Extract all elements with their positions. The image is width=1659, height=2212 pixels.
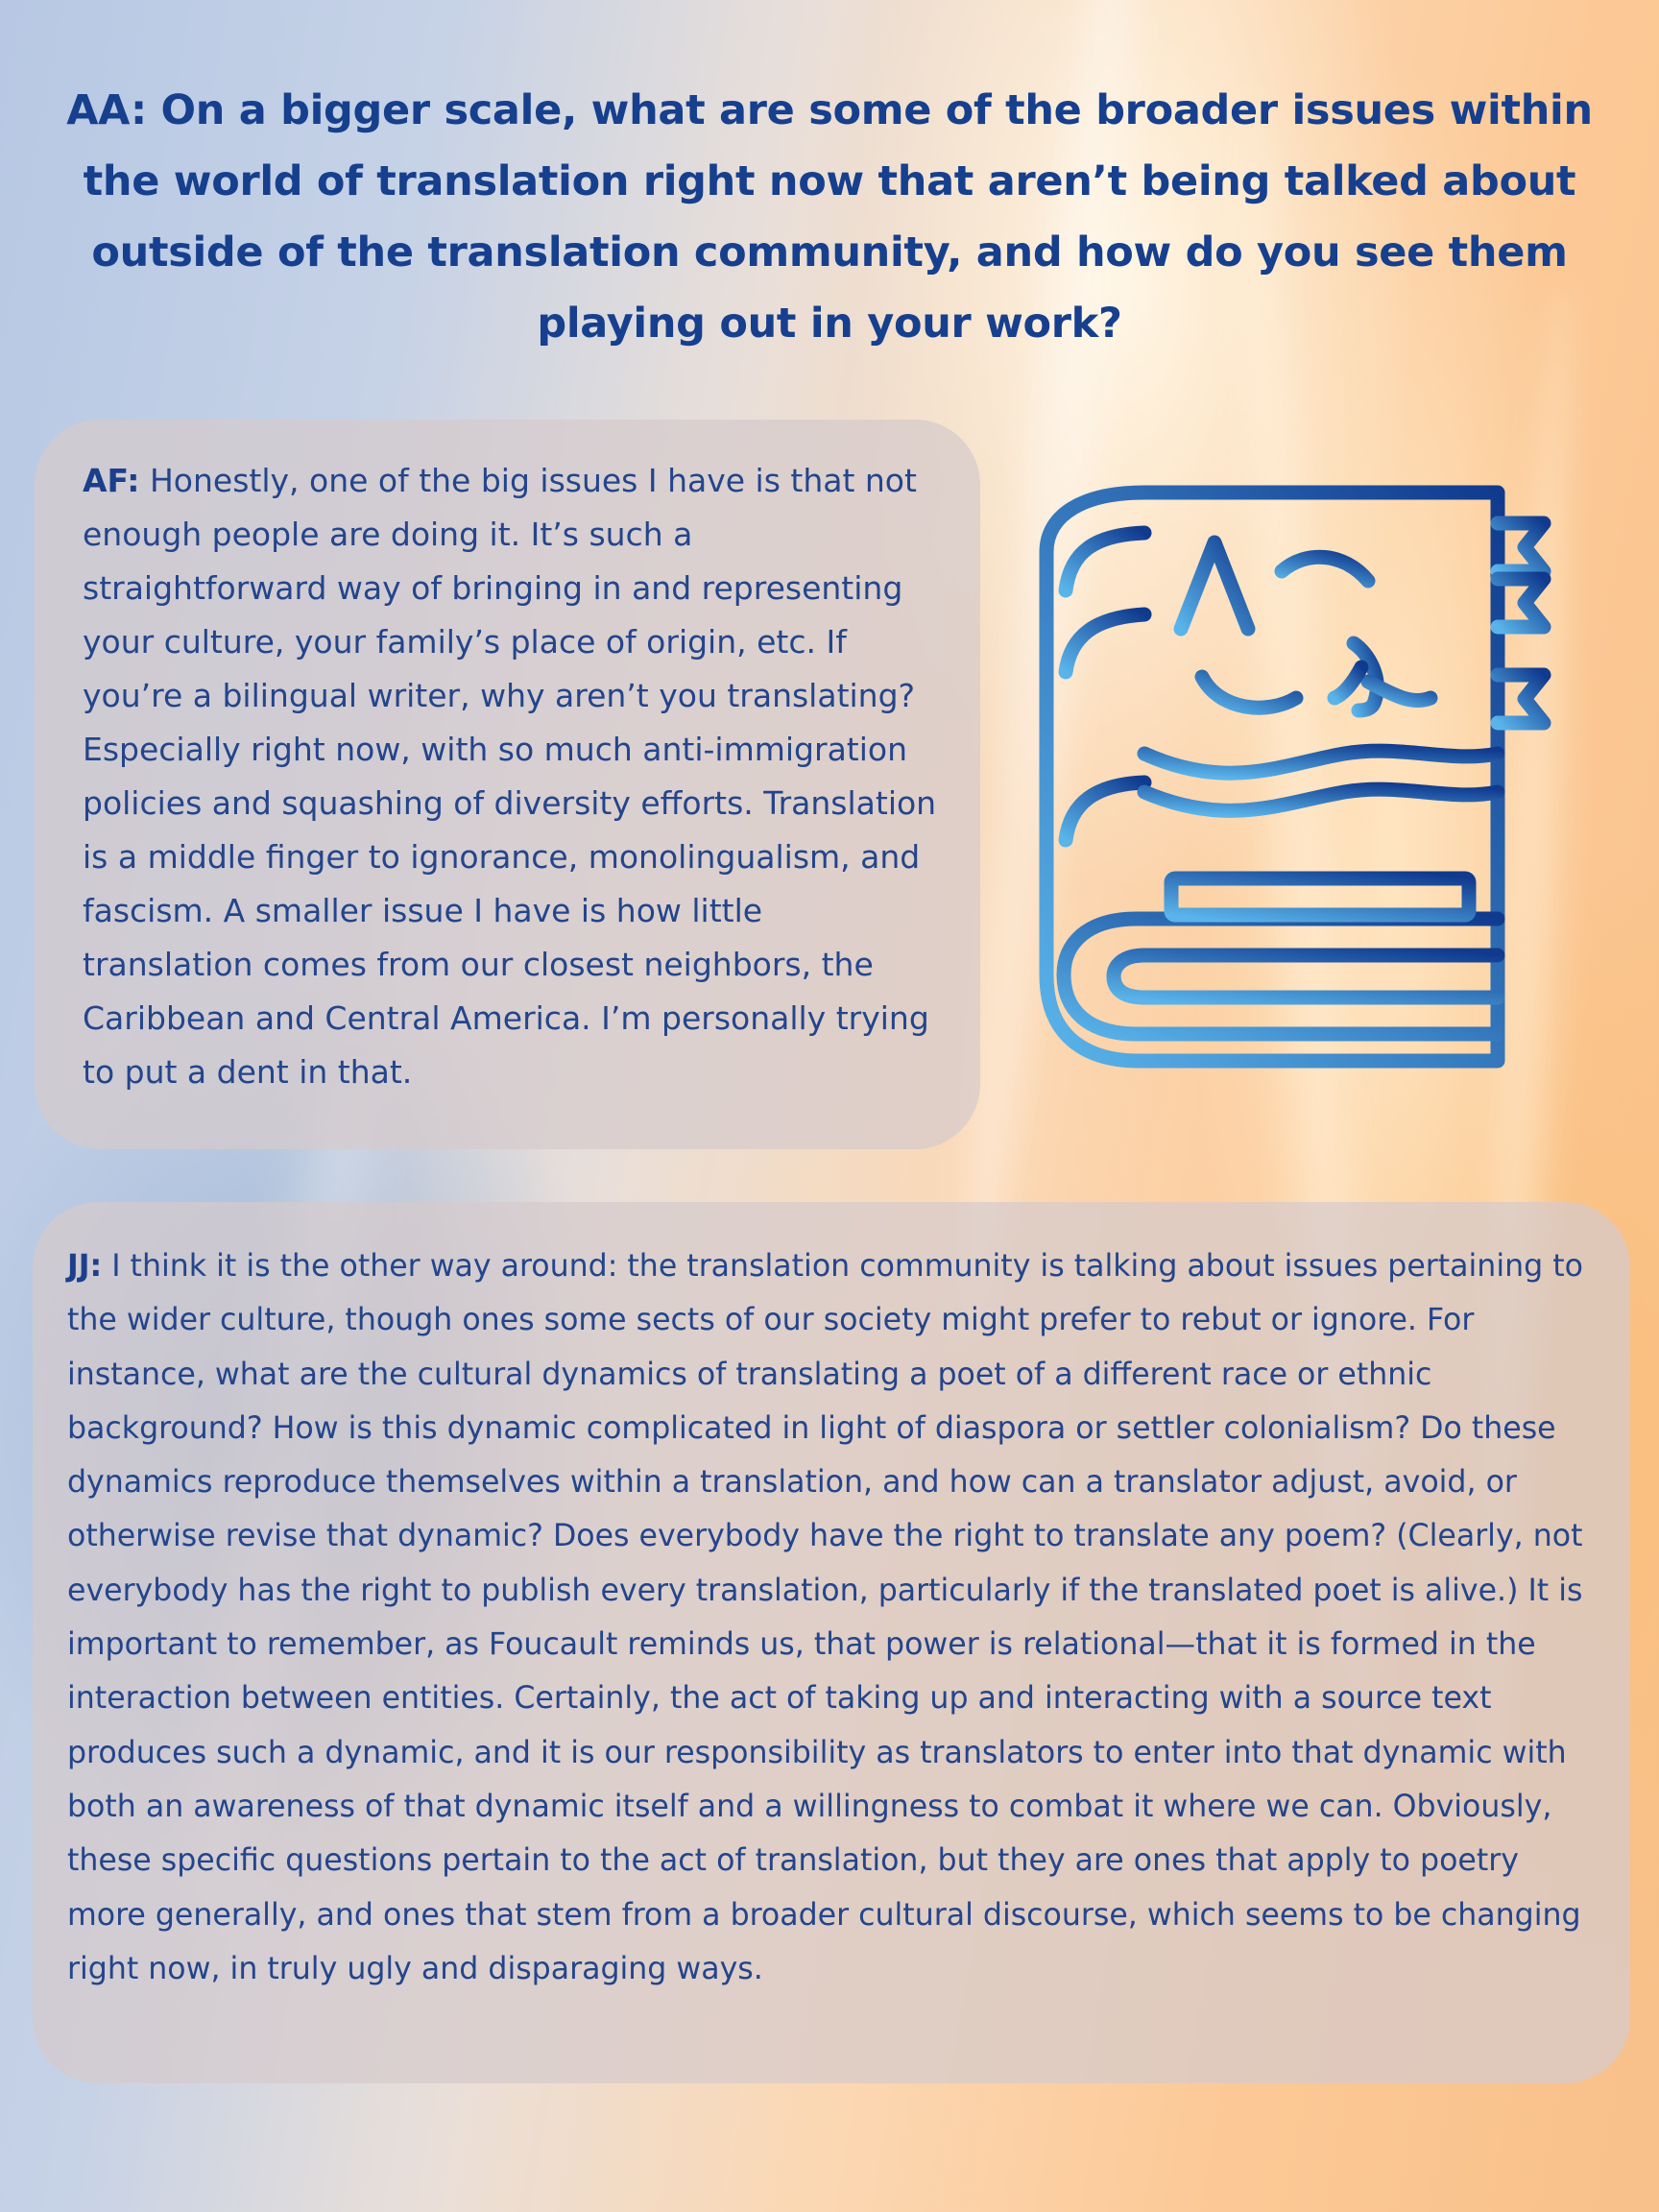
answer-jj-box <box>33 1202 1630 2083</box>
answer-af-text: Honestly, one of the big issues I have is that not enough people are doing it. It’s such a straightforward way of bringing in and representing your culture, your family’s place of origin, etc. If you’re a bilingual writer, why aren’t you translating? Especially right now, with so much anti-immigration policies and squashing of diversity efforts. Translation is a middle finger to ignorance, monolingualism, and fascism. A smaller issue I have is how little translation comes from our closest neighbors, the Caribbean and Central America. I’m personally trying to put a dent in that. <box>83 462 937 1091</box>
answer-jj-paragraph <box>67 1239 1601 1996</box>
answer-af-box <box>35 420 980 1149</box>
question-heading: AA: On a bigger scale, what are some of the broader issues within the world of translation right now that aren’t being talked about outside of the translation community, and how do you see them playing out in your work? <box>66 86 1593 348</box>
answer-jj-text: I think it is the other way around: the translation community is talking about issues pertaining to the wider culture, though ones some sects of our society might prefer to rebut or ignore. For instance, what are the cultural dynamics of translating a poet of a different race or ethnic background? How is this dynamic complicated in light of diaspora or settler colonialism? Do these dynamics reproduce themselves within a translation, and how can a translator adjust, avoid, or otherwise revise that dynamic? Does everybody have the right to translate any poem? (Clearly, not everybody has the right to publish every translation, particularly if the translated poet is alive.) It is important to remember, as Foucault reminds us, that power is relational—that it is formed in the interaction between entities. Certainly, the act of taking up and interacting with a source text produces such a dynamic, and it is our responsibility as translators to enter into that dynamic with both an awareness of that dynamic itself and a willingness to combat it where we can. Obviously, these specific questions pertain to the act of translation, but they are ones that apply to poetry more generally, and ones that stem from a broader cultural discourse, which seems to be changing right now, in truly ugly and disparaging ways. <box>67 1249 1583 1986</box>
speaker-label-jj: JJ: <box>67 1249 103 1284</box>
answer-af-paragraph <box>83 454 942 1099</box>
speaker-label-af: AF: <box>83 462 140 499</box>
translation-book-icon <box>1037 475 1575 1080</box>
